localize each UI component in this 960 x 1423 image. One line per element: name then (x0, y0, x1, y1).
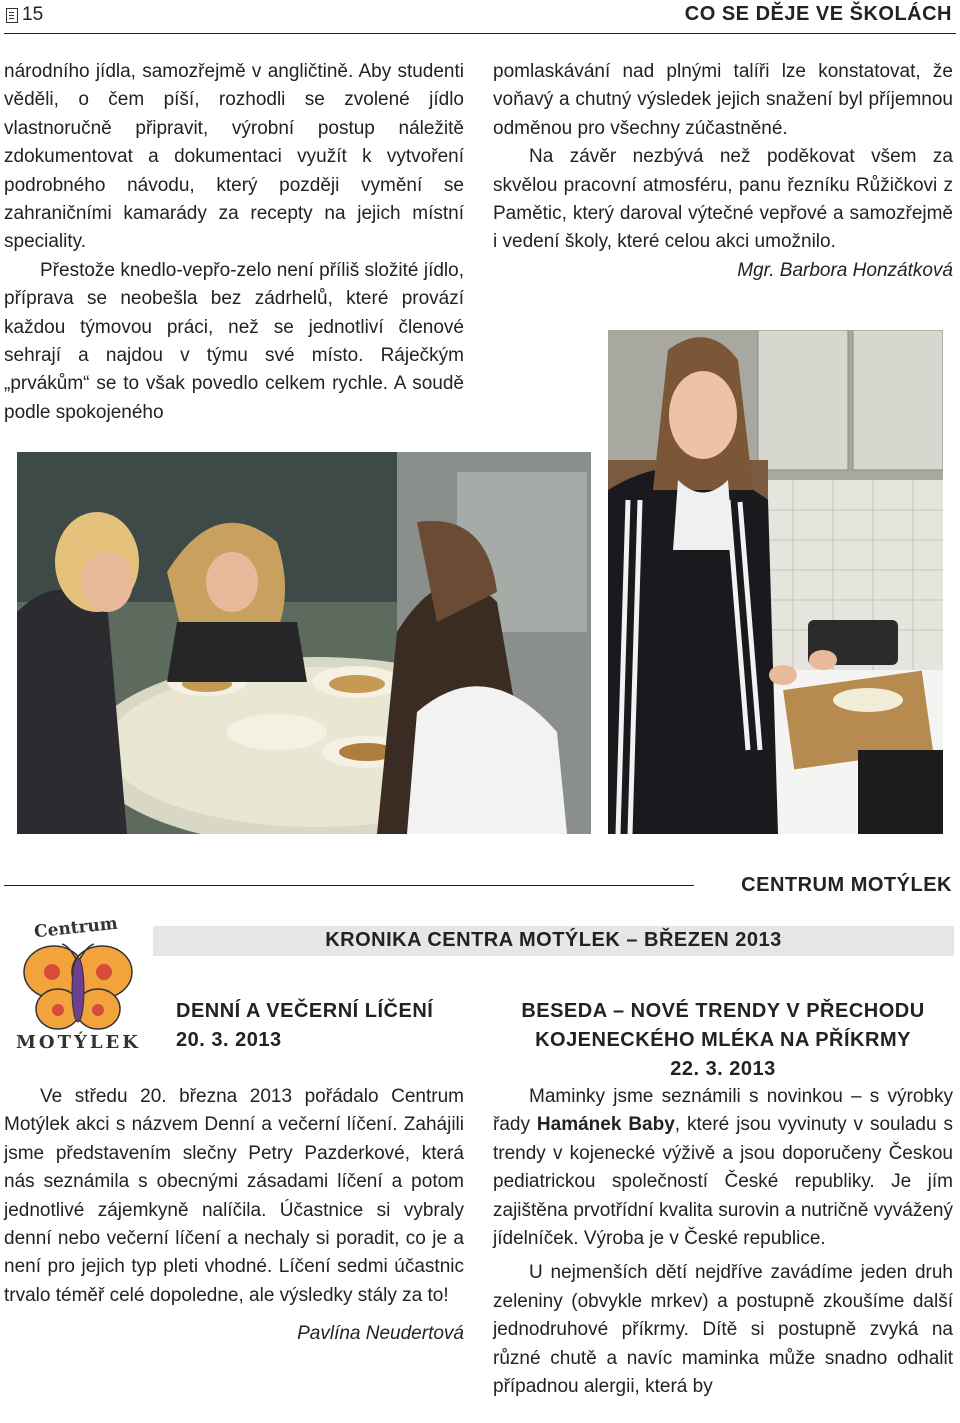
logo-text-top: Centrum (33, 913, 119, 943)
article1-paragraph: Přestože knedlo-vepřo-zelo není příliš složité jídlo, příprava se neobešla bez zádrhelů, které provází každou týmovou práci, než se jednotliví členové sehrají a najdou v týmu své místo. Ráječkým „prvákům“ se to však povedlo celkem rychle. A soudě podle spokojeného (4, 259, 464, 423)
article3-heading (493, 997, 953, 1084)
article1-signature: Mgr. Barbora Honzátková (737, 259, 953, 281)
page-icon (6, 8, 18, 23)
section-title: CO SE DĚJE VE ŠKOLÁCH (684, 3, 952, 25)
article2-paragraph: Ve středu 20. března 2013 pořádalo Centrum Motýlek akci s názvem Denní a večerní líčení. Zahájili jsme představením slečny Petry Pazderkové, která nás seznámila s obecnými zásadami líčení a potom jednotlivé zájemkyně nalíčila. Účastnice si vybraly denní nebo večerní líčení a nechaly si poradit, co je a není pro jejich typ pleti vhodné. Líčení sedmi účastnic trvalo téměř celé dopoledne, ale výsledky stály za to! (4, 1086, 464, 1306)
article3-brand: Hamánek Baby (536, 1114, 675, 1136)
article1-paragraph: Na závěr nezbývá než poděkovat všem za skvělou pracovní atmosféru, panu řezníku Růžičkovi z Pamětic, který daroval výtečné vepřové a samozřejmě i vedení školy, které celou akci umožnilo. (493, 146, 953, 253)
article2-heading-date: 20. 3. 2013 (176, 1029, 282, 1051)
photo-students-eating (17, 452, 591, 834)
article3-heading-line2: KOJENECKÉHO MLÉKA NA PŘÍKRMY (535, 1029, 911, 1051)
article2-heading (176, 997, 476, 1055)
article1-paragraph: národního jídla, samozřejmě v angličtině. Aby studenti věděli, o čem píší, rozhodli se zvolené jídlo vlastnoručně připravit, výrobní postup náležitě zdokumentovat a dokumentaci využít k vytvoření podrobného návodu, který později vymění se zahraničními kamarády za recepty na jejich místní speciality. (4, 61, 464, 253)
header-divider (4, 33, 956, 34)
article3-text: , které jsou vyvinuty v souladu s trendy v kojenecké výživě a jsou doporučeny Českou pediatrickou společností České republiky. Je jím zajištěna prvotřídní kvalita surovin a nutričně vyvážený jídelníček. Výroba je v České republice. (493, 1114, 953, 1250)
article1-left-column (4, 58, 464, 427)
section2-title: CENTRUM MOTÝLEK (741, 874, 952, 896)
article3-text: Maminky jsme seznámili s novinkou – s výrobky řady (493, 1086, 953, 1136)
logo-text-bottom: MOTÝLEK (16, 1032, 141, 1053)
article2-body (4, 1083, 464, 1349)
article3-heading-date: 22. 3. 2013 (670, 1058, 776, 1080)
article1-right-column (493, 58, 953, 285)
section-divider (4, 885, 694, 886)
centrum-motylek-logo (14, 914, 142, 1054)
article3-paragraph (493, 1083, 953, 1253)
article2-heading-title: DENNÍ A VEČERNÍ LÍČENÍ (176, 1000, 434, 1022)
page-number-text: 15 (22, 4, 44, 25)
article3-body (493, 1083, 953, 1401)
article3-paragraph: U nejmenších dětí nejdříve zavádíme jeden druh zeleniny (obvykle mrkev) a postupně zkoušíme další jednodruhové příkrmy. Dítě si postupně zvyká na různé chutě a navíc maminka může snadno odhalit případnou alergii, která by (493, 1262, 953, 1398)
article1-paragraph: pomlaskávání nad plnými talíři lze konstatovat, že voňavý a chutný výsledek jejich snažení byl příjemnou odměnou pro všechny zúčastněné. (493, 61, 953, 139)
article3-heading-line1: BESEDA – NOVÉ TRENDY V PŘECHODU (521, 1000, 925, 1022)
photo-girl-cooking (608, 330, 943, 834)
kronika-banner-title: KRONIKA CENTRA MOTÝLEK – BŘEZEN 2013 (325, 929, 782, 951)
page-number (6, 4, 43, 26)
article2-signature: Pavlína Neudertová (297, 1323, 464, 1345)
